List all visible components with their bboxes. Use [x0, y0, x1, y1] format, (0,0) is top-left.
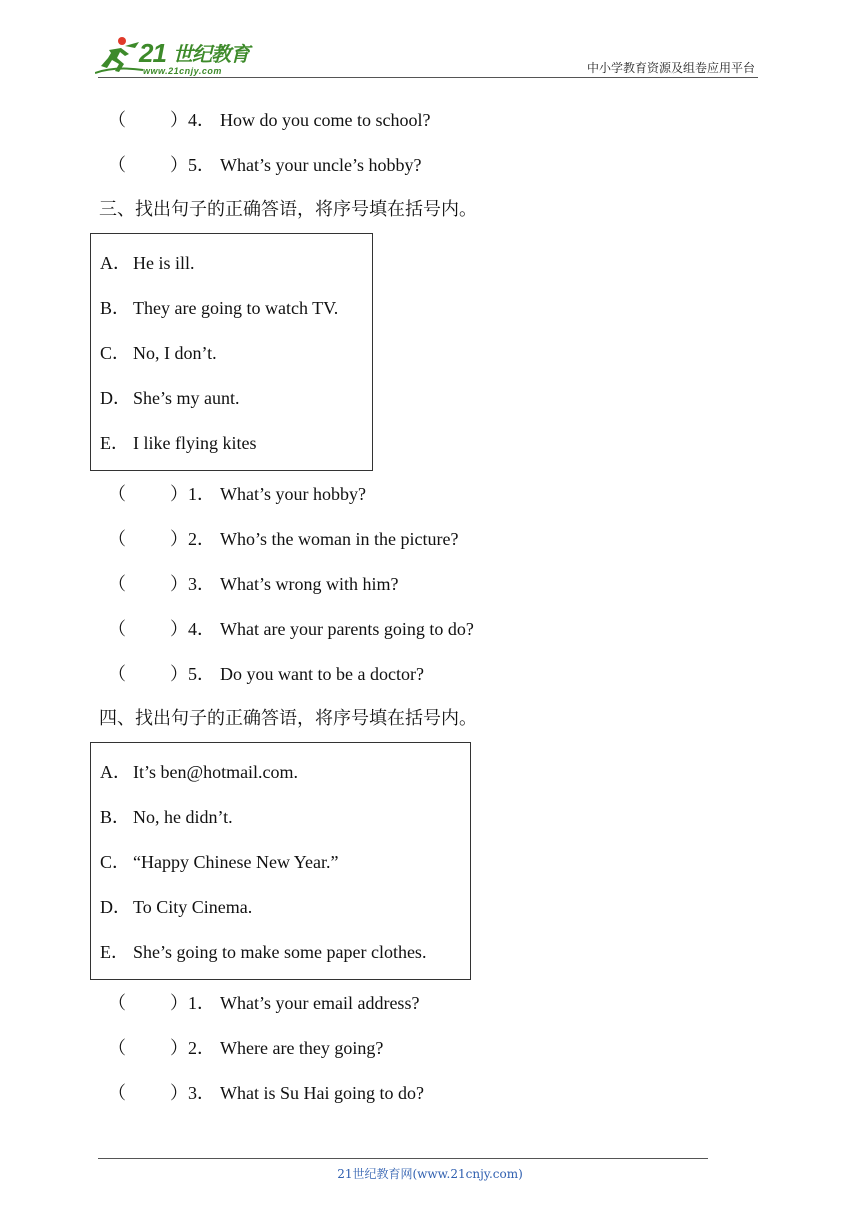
- question-item: [108, 1037, 383, 1059]
- footer-divider: [98, 1158, 708, 1159]
- answer-blank[interactable]: ）: [170, 993, 188, 1013]
- answer-option: [100, 896, 252, 918]
- open-paren: （: [108, 1038, 126, 1058]
- answer-options-box-3: [90, 233, 373, 471]
- open-paren: （: [108, 529, 126, 549]
- question-text: What’s wrong with him?: [220, 574, 399, 594]
- answer-blank[interactable]: ）: [170, 484, 188, 504]
- answer-blank[interactable]: ）: [170, 574, 188, 594]
- question-text: What’s your email address?: [220, 993, 420, 1013]
- option-text: She’s going to make some paper clothes.: [133, 942, 427, 962]
- open-paren: （: [108, 619, 126, 639]
- answer-options-box-4: [90, 742, 471, 980]
- option-text: I like flying kites: [133, 433, 257, 453]
- question-number: 5．: [188, 664, 215, 684]
- question-number: 3．: [188, 574, 215, 594]
- answer-blank[interactable]: ）: [170, 664, 188, 684]
- answer-blank[interactable]: ）: [170, 1083, 188, 1103]
- question-number: 1．: [188, 484, 215, 504]
- option-text: “Happy Chinese New Year.”: [133, 852, 339, 872]
- answer-option: [100, 806, 233, 828]
- option-letter: E．: [100, 433, 129, 453]
- option-text: He is ill.: [133, 253, 195, 273]
- option-text: She’s my aunt.: [133, 388, 240, 408]
- running-figure-icon: [95, 36, 145, 76]
- option-text: No, I don’t.: [133, 343, 217, 363]
- answer-option: [100, 432, 256, 454]
- site-logo[interactable]: [95, 36, 265, 80]
- answer-blank[interactable]: ）: [170, 155, 188, 175]
- answer-blank[interactable]: ）: [170, 529, 188, 549]
- question-number: 2．: [188, 529, 215, 549]
- question-text: What’s your uncle’s hobby?: [220, 155, 422, 175]
- option-text: No, he didn’t.: [133, 807, 233, 827]
- option-letter: A．: [100, 762, 131, 782]
- question-text: How do you come to school?: [220, 110, 431, 130]
- option-letter: A．: [100, 253, 131, 273]
- open-paren: （: [108, 110, 126, 130]
- answer-option: [100, 297, 338, 319]
- open-paren: （: [108, 993, 126, 1013]
- answer-blank[interactable]: ）: [170, 1038, 188, 1058]
- page-header: [0, 0, 860, 80]
- option-letter: D．: [100, 388, 131, 408]
- open-paren: （: [108, 1083, 126, 1103]
- option-letter: B．: [100, 807, 131, 827]
- option-letter: B．: [100, 298, 131, 318]
- logo-text: 世纪教育: [173, 42, 249, 66]
- header-platform-text: 中小学教育资源及组卷应用平台: [586, 61, 755, 75]
- option-text: To City Cinema.: [133, 897, 253, 917]
- logo-url: www.21cnjy.com: [143, 66, 222, 76]
- question-item: [108, 1082, 424, 1104]
- question-item: [108, 154, 421, 176]
- question-text: What is Su Hai going to do?: [220, 1083, 424, 1103]
- answer-option: [100, 851, 338, 873]
- answer-option: [100, 387, 240, 409]
- header-divider: [98, 77, 758, 78]
- question-text: Who’s the woman in the picture?: [220, 529, 459, 549]
- answer-option: [100, 941, 426, 963]
- open-paren: （: [108, 484, 126, 504]
- answer-option: [100, 761, 298, 783]
- answer-blank[interactable]: ）: [170, 110, 188, 130]
- question-number: 5．: [188, 155, 215, 175]
- question-item: [108, 992, 419, 1014]
- section-title-4: 四、找出句子的正确答语，将序号填在括号内。: [99, 708, 477, 729]
- question-number: 1．: [188, 993, 215, 1013]
- answer-blank[interactable]: ）: [170, 619, 188, 639]
- logo-number: 21: [139, 38, 166, 68]
- question-text: What are your parents going to do?: [220, 619, 474, 639]
- open-paren: （: [108, 155, 126, 175]
- question-number: 4．: [188, 619, 215, 639]
- question-number: 4．: [188, 110, 215, 130]
- answer-option: [100, 342, 217, 364]
- question-item: [108, 483, 366, 505]
- question-text: What’s your hobby?: [220, 484, 366, 504]
- option-text: It’s ben@hotmail.com.: [133, 762, 299, 782]
- question-text: Do you want to be a doctor?: [220, 664, 424, 684]
- option-letter: C．: [100, 852, 131, 872]
- option-text: They are going to watch TV.: [133, 298, 339, 318]
- option-letter: C．: [100, 343, 131, 363]
- open-paren: （: [108, 664, 126, 684]
- question-item: [108, 618, 474, 640]
- option-letter: D．: [100, 897, 131, 917]
- open-paren: （: [108, 574, 126, 594]
- footer-link[interactable]: 21世纪教育网(www.21cnjy.com): [337, 1167, 523, 1181]
- answer-option: [100, 252, 195, 274]
- question-item: [108, 663, 424, 685]
- question-item: [108, 109, 430, 131]
- question-number: 3．: [188, 1083, 215, 1103]
- question-number: 2．: [188, 1038, 215, 1058]
- section-title-3: 三、找出句子的正确答语，将序号填在括号内。: [99, 199, 477, 220]
- question-item: [108, 573, 398, 595]
- question-item: [108, 528, 458, 550]
- option-letter: E．: [100, 942, 129, 962]
- question-text: Where are they going?: [220, 1038, 384, 1058]
